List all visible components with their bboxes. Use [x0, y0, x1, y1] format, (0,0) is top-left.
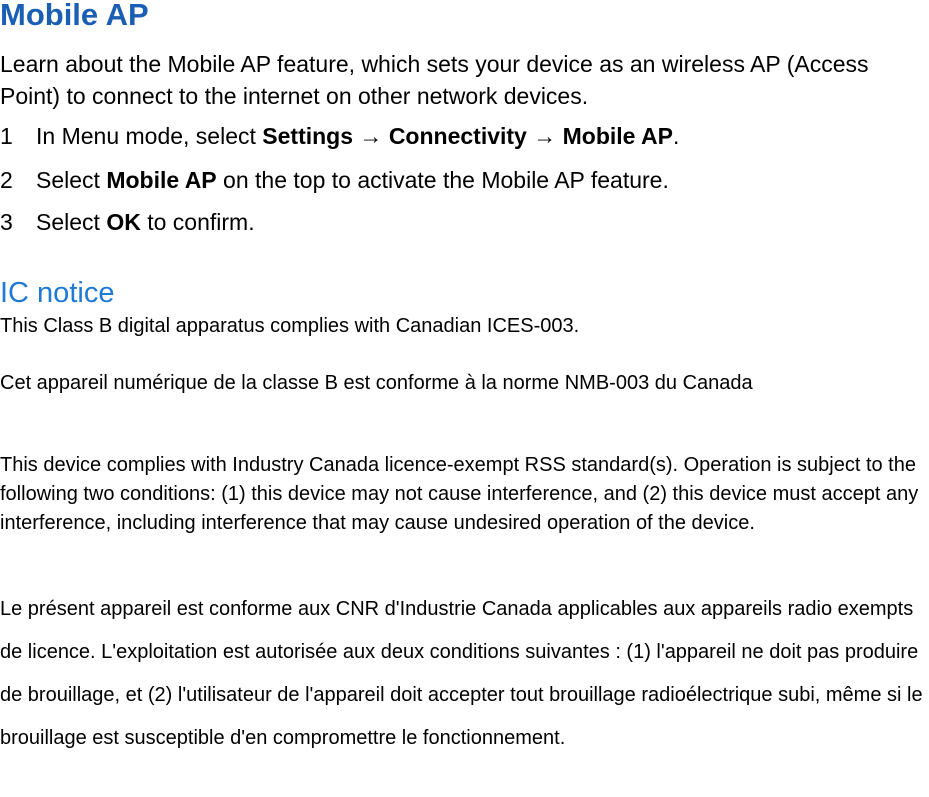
step-number: 3 [0, 209, 13, 235]
step-text: on the top to activate the Mobile AP feature. [216, 167, 669, 193]
menu-connectivity: Connectivity [388, 123, 527, 149]
mobile-ap-intro: Learn about the Mobile AP feature, which sets your device as an wireless AP (Access Point) to connect to the internet on other network devices. [0, 51, 869, 109]
arrow: → [526, 123, 563, 149]
step-text: In Menu mode, select [36, 123, 263, 149]
menu-mobile-ap: Mobile AP [562, 123, 673, 149]
menu-settings: Settings [262, 123, 354, 149]
step-text: Select [36, 209, 107, 235]
option-ok: OK [106, 209, 141, 235]
step-text: . [672, 123, 680, 149]
arrow: → [353, 123, 389, 149]
step-text: to confirm. [140, 209, 255, 235]
ic-paragraph-2: Cet appareil numérique de la classe B est conforme à la norme NMB-003 du Canada [0, 372, 753, 394]
ic-paragraph-1: This Class B digital apparatus complies with Canadian ICES-003. [0, 315, 580, 337]
ic-paragraph-3: This device complies with Industry Canada licence-exempt RSS standard(s). Operation is subject to the following two conditions: (1) this device may not cause interference, and (2) this device must accept any interference, including interference that may cause undesired operation of the device. [0, 454, 919, 534]
option-mobile-ap: Mobile AP [106, 167, 217, 193]
mobile-ap-heading: Mobile AP [0, 0, 149, 32]
step-2 [0, 165, 669, 195]
step-number: 1 [0, 123, 13, 149]
step-number: 2 [0, 167, 13, 193]
ic-paragraph-4: Le présent appareil est conforme aux CNR d'Industrie Canada applicables aux appareils radio exempts de licence. L'exploitation est autorisée aux deux conditions suivantes : (1) l'appareil ne doit pas produire de brouillage, et (2) l'utilisateur de l'appareil doit accepter tout brouillage radioélectrique subi, même si le brouillage est susceptible d'en compromettre le fonctionnement. [0, 598, 923, 749]
step-1 [0, 121, 679, 151]
step-3 [0, 207, 255, 237]
step-text: Select [36, 167, 107, 193]
ic-notice-heading: IC notice [0, 277, 115, 309]
